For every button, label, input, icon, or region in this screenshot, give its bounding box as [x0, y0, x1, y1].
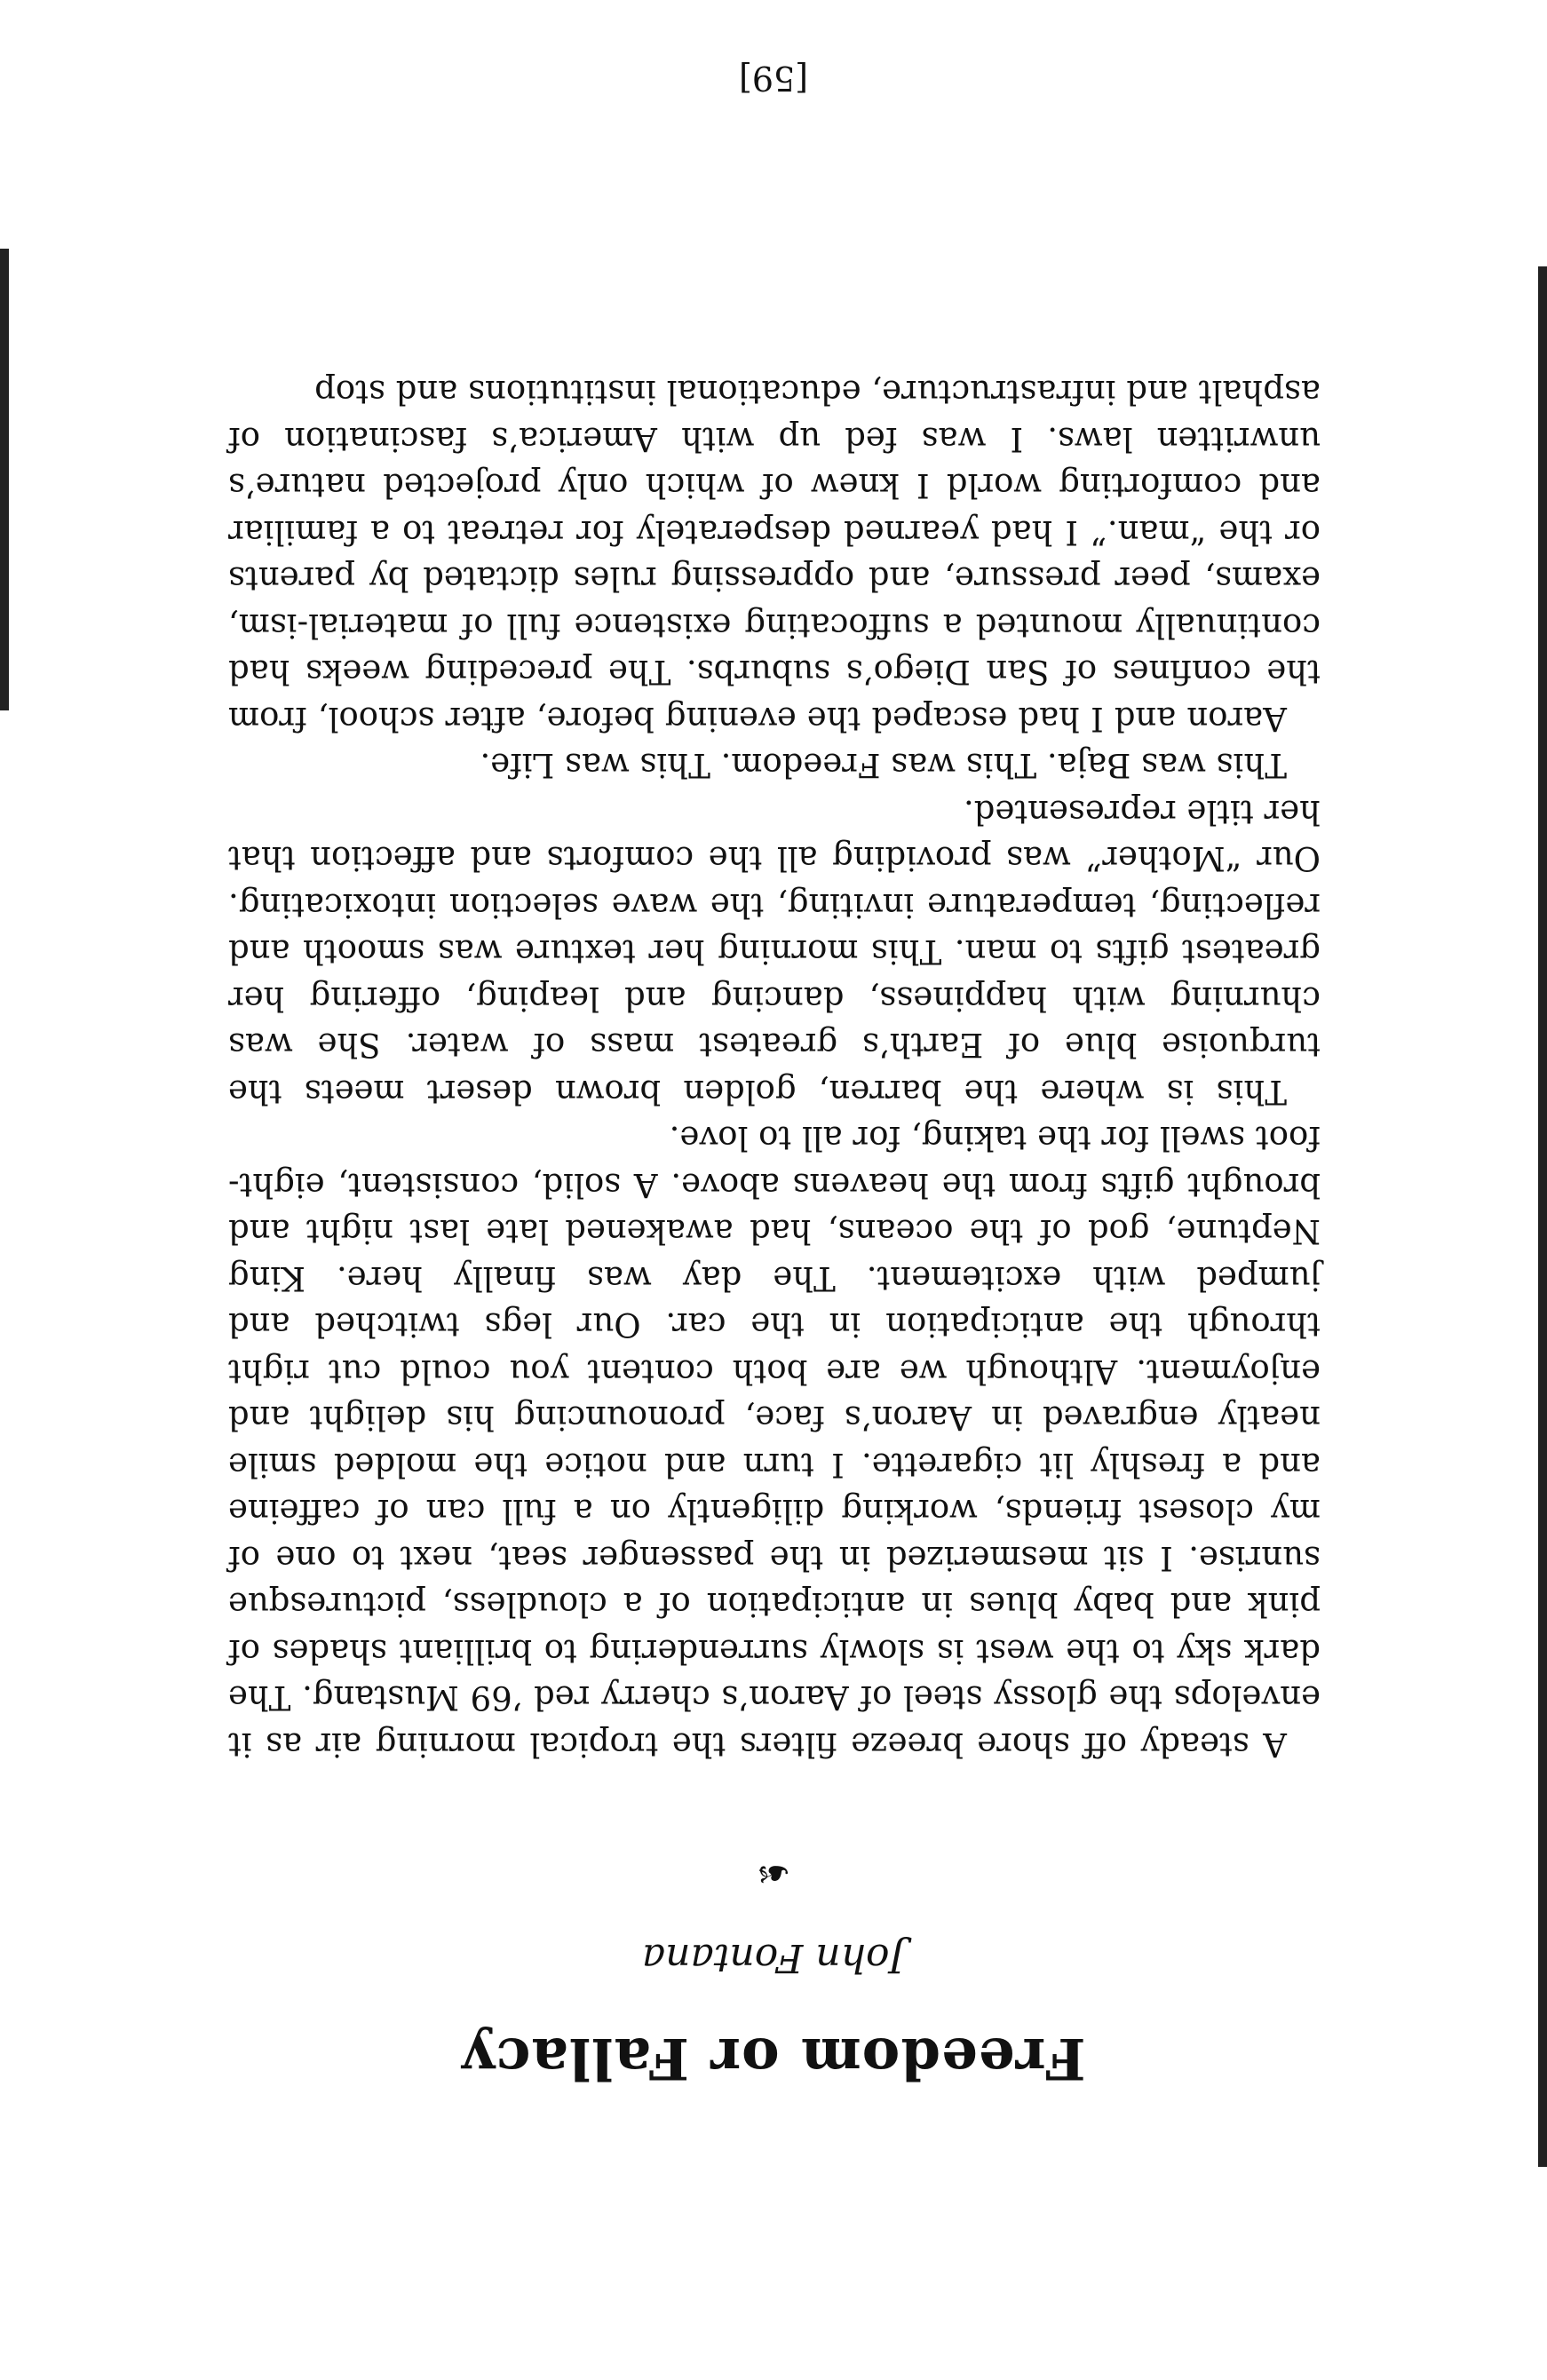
story-title: Freedom or Fallacy	[461, 2025, 1086, 2091]
paragraph: This is where the barren, golden brown desert meets the turquoise blue of Earth’s greatest mass of water. She was churning with happiness, dancing and leaping, offering her greatest gifts to man. This morning her texture was smooth and reflecting, temperature inviting, the wave selection intoxicating. Our “Mother” was providing all the comforts and affection that her title represented.	[228, 793, 1321, 1111]
paragraph: This was Baja. This was Freedom. This was Life.	[480, 746, 1287, 785]
ornament-icon: ☙	[756, 1851, 791, 1896]
paragraph: Aaron and I had escaped the evening before, after school, from the confines of San Diego’s suburbs. The preceding weeks had continually mounted a suffocating existence full of material-ism, exams, peer pressure, and oppressing rules dictated by parents or the “man.” I had yearned desperately for retreat to a familiar and comforting world I knew of which only projected nature’s unwritten laws. I was fed up with America’s fascination of asphalt and infrastructure, educational institutions and stop	[228, 373, 1321, 738]
story-body	[228, 369, 1321, 1767]
scan-edge-shadow-right	[0, 249, 9, 710]
author-name: John Fontana	[641, 1935, 906, 1980]
paragraph: A steady off shore breeze filters the tropical morning air as it envelops the glossy steel of Aaron’s cherry red ’69 Mustang. The dark sky to the west is slowly surrendering to brilliant shades of pink and baby blues in anticipation of a cloudless, picturesque sunrise. I sit mesmerized in the passenger seat, next to one of my closest friends, working diligently on a full can of caffeine and a freshly lit cigarette. I turn and notice the molded smile neatly engraved in Aaron’s face, pronouncing his delight and enjoyment. Although we are both content you could cut right through the anticipation in the car. Our legs twitched and jumped with excitement. The day was finally here. King Neptune, god of the oceans, had awakened late last night and brought gifts from the heavens above. A solid, consistent, eight-foot swell for the taking, for all to love.	[228, 1119, 1321, 1764]
page-number: [59]	[739, 59, 809, 98]
